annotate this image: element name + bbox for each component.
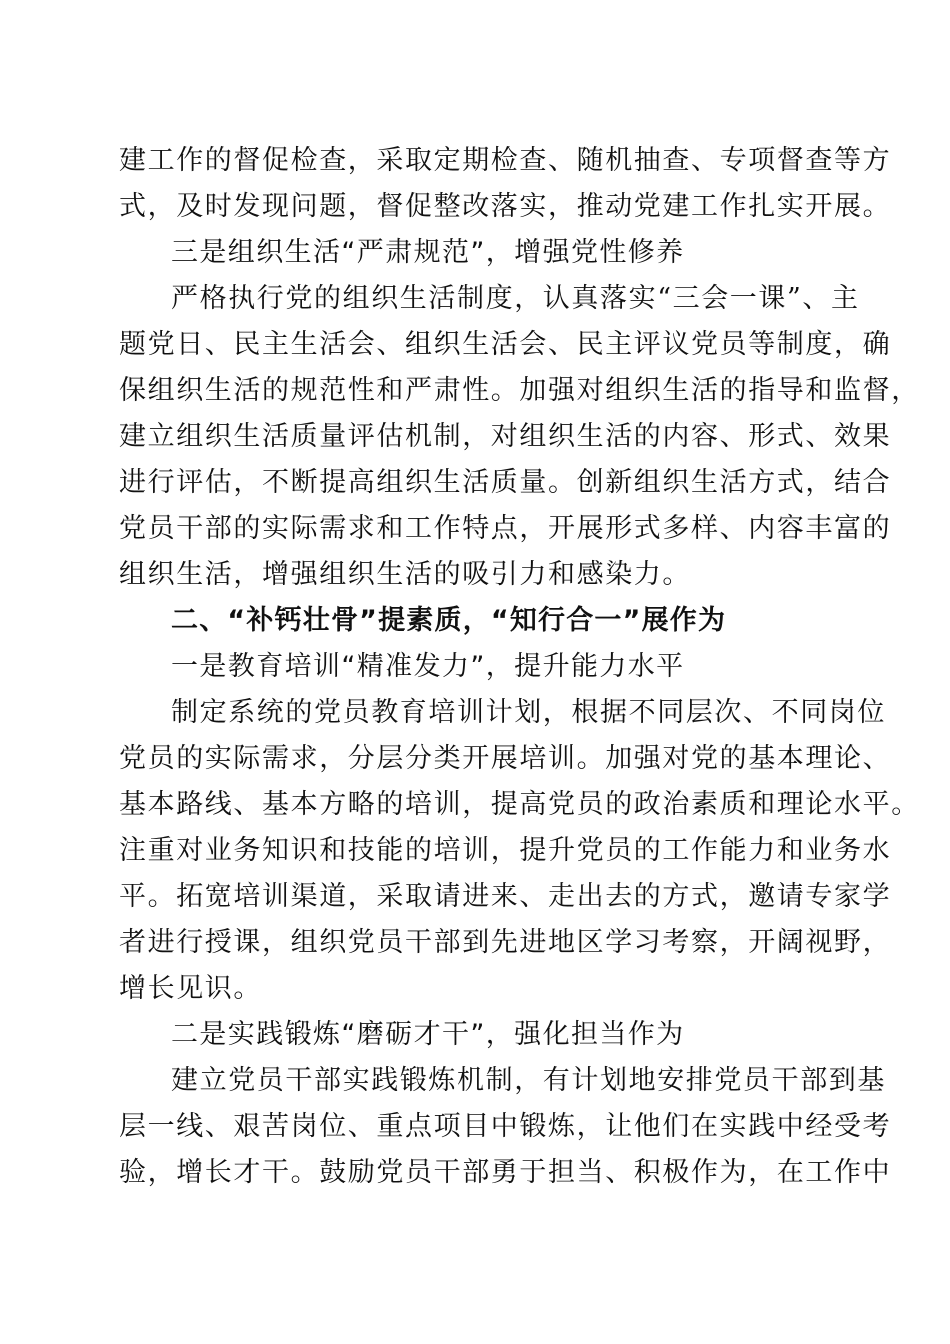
- body-text-line: 建工作的督促检查，采取定期检查、随机抽查、专项督查等方: [119, 145, 892, 176]
- subheading-education-training: 一是教育培训“精准发力”，提升能力水平: [171, 651, 685, 682]
- body-text-line: 党员干部的实际需求和工作特点，开展形式多样、内容丰富的: [119, 513, 892, 544]
- body-text-line: 注重对业务知识和技能的培训，提升党员的工作能力和业务水: [119, 835, 892, 866]
- body-text-line: 验，增长才干。鼓励党员干部勇于担当、积极作为，在工作中: [119, 1157, 892, 1188]
- body-text-line: 式，及时发现问题，督促整改落实，推动党建工作扎实开展。: [119, 191, 892, 222]
- subheading-organizational-life: 三是组织生活“严肃规范”，增强党性修养: [171, 237, 685, 268]
- body-text-line: 平。拓宽培训渠道，采取请进来、走出去的方式，邀请专家学: [119, 881, 892, 912]
- body-text-line: 保组织生活的规范性和严肃性。加强对组织生活的指导和监督，: [119, 375, 920, 406]
- body-text-line: 增长见识。: [119, 973, 262, 1004]
- paragraph-start-line: 建立党员干部实践锻炼机制，有计划地安排党员干部到基: [171, 1065, 886, 1096]
- paragraph-start-line: 严格执行党的组织生活制度，认真落实“三会一课”、主: [171, 283, 860, 314]
- body-text-line: 基本路线、基本方略的培训，提高党员的政治素质和理论水平。: [119, 789, 920, 820]
- body-text-line: 组织生活，增强组织生活的吸引力和感染力。: [119, 559, 691, 590]
- body-text-line: 建立组织生活质量评估机制，对组织生活的内容、形式、效果: [119, 421, 892, 452]
- body-text-line: 题党日、民主生活会、组织生活会、民主评议党员等制度，确: [119, 329, 892, 360]
- body-text-line: 党员的实际需求，分层分类开展培训。加强对党的基本理论、: [119, 743, 892, 774]
- section-heading-two: 二、“补钙壮骨”提素质，“知行合一”展作为: [171, 605, 727, 636]
- body-text-line: 进行评估，不断提高组织生活质量。创新组织生活方式，结合: [119, 467, 892, 498]
- subheading-practice-training: 二是实践锻炼“磨砺才干”，强化担当作为: [171, 1019, 685, 1050]
- paragraph-start-line: 制定系统的党员教育培训计划，根据不同层次、不同岗位: [171, 697, 886, 728]
- body-text-line: 层一线、艰苦岗位、重点项目中锻炼，让他们在实践中经受考: [119, 1111, 892, 1142]
- body-text-line: 者进行授课，组织党员干部到先进地区学习考察，开阔视野，: [119, 927, 892, 958]
